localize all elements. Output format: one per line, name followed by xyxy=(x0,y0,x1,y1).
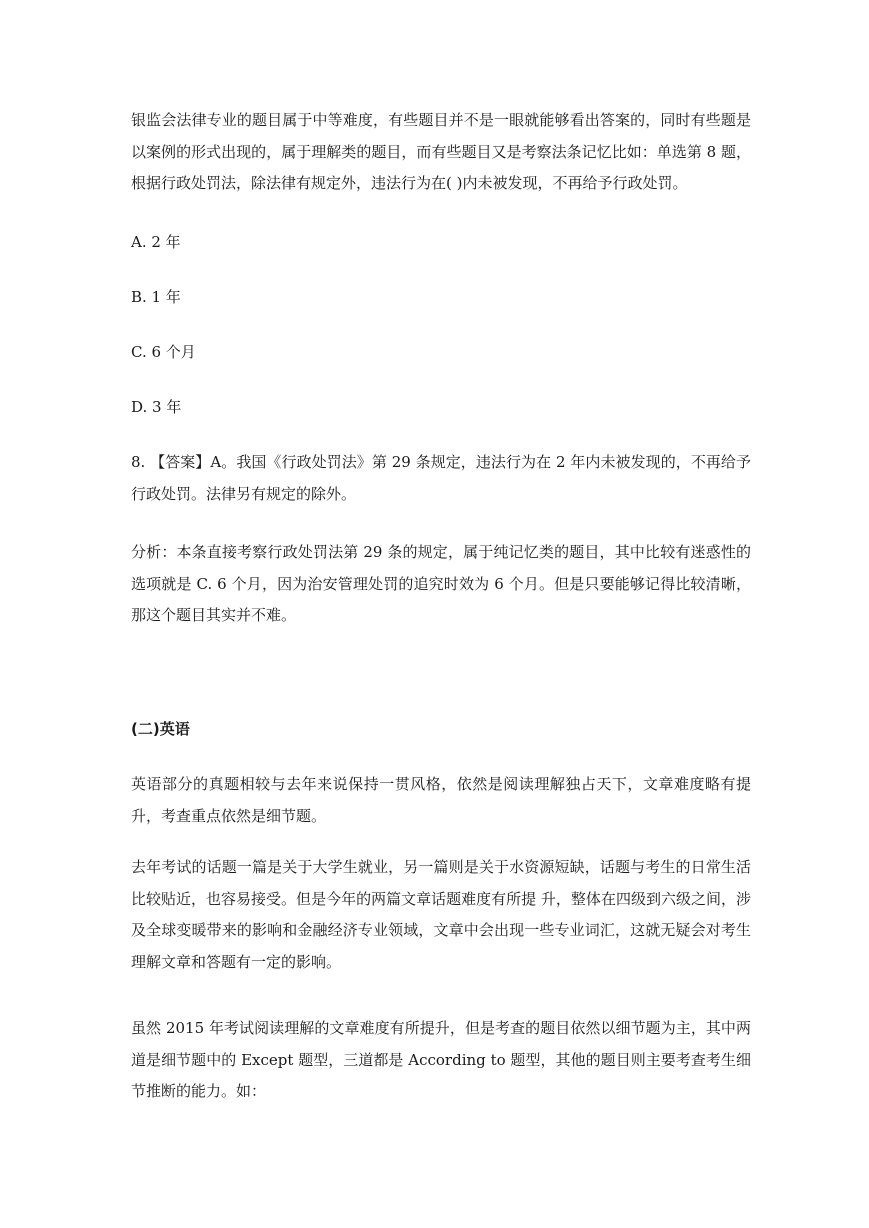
english-paragraph-2: 去年考试的话题一篇是关于大学生就业，另一篇则是关于水资源短缺，话题与考生的日常生活比较贴近，也容易接受。但是今年的两篇文章话题难度有所提 升，整体在四级到六级之间，涉及全球变暖带来的影响和金融经济专业领域，文章中会出现一些专业词汇，这就无疑会对考生理解文章和答题有一定的影响。 xyxy=(131,858,751,971)
english-paragraph-3: 虽然 2015 年考试阅读理解的文章难度有所提升，但是考查的题目依然以细节题为主，其中两道是细节题中的 Except 题型，三道都是 According to 题型，其他的题目则主要考查考生细节推断的能力。如： xyxy=(131,1019,751,1100)
english-section-heading: (二)英语 xyxy=(131,720,190,738)
legal-intro-paragraph: 银监会法律专业的题目属于中等难度，有些题目并不是一眼就能够看出答案的，同时有些题是以案例的形式出现的，属于理解类的题目，而有些题目又是考察法条记忆比如：单选第 8 题，根据行政处罚法，除法律有规定外，违法行为在( )内未被发现，不再给予行政处罚。 xyxy=(131,111,751,192)
answer-paragraph: 8. 【答案】A。我国《行政处罚法》第 29 条规定，违法行为在 2 年内未被发现的，不再给予行政处罚。法律另有规定的除外。 xyxy=(131,453,751,503)
option-c: C. 6 个月 xyxy=(131,343,196,361)
option-d: D. 3 年 xyxy=(131,398,182,416)
analysis-paragraph: 分析：本条直接考察行政处罚法第 29 条的规定，属于纯记忆类的题目，其中比较有迷惑性的选项就是 C. 6 个月，因为治安管理处罚的追究时效为 6 个月。但是只要能够记得比较清晰，那这个题目其实并不难。 xyxy=(131,543,751,624)
option-b: B. 1 年 xyxy=(131,288,181,306)
option-a: A. 2 年 xyxy=(131,233,181,251)
english-paragraph-1: 英语部分的真题相较与去年来说保持一贯风格，依然是阅读理解独占天下，文章难度略有提升，考查重点依然是细节题。 xyxy=(131,775,751,825)
